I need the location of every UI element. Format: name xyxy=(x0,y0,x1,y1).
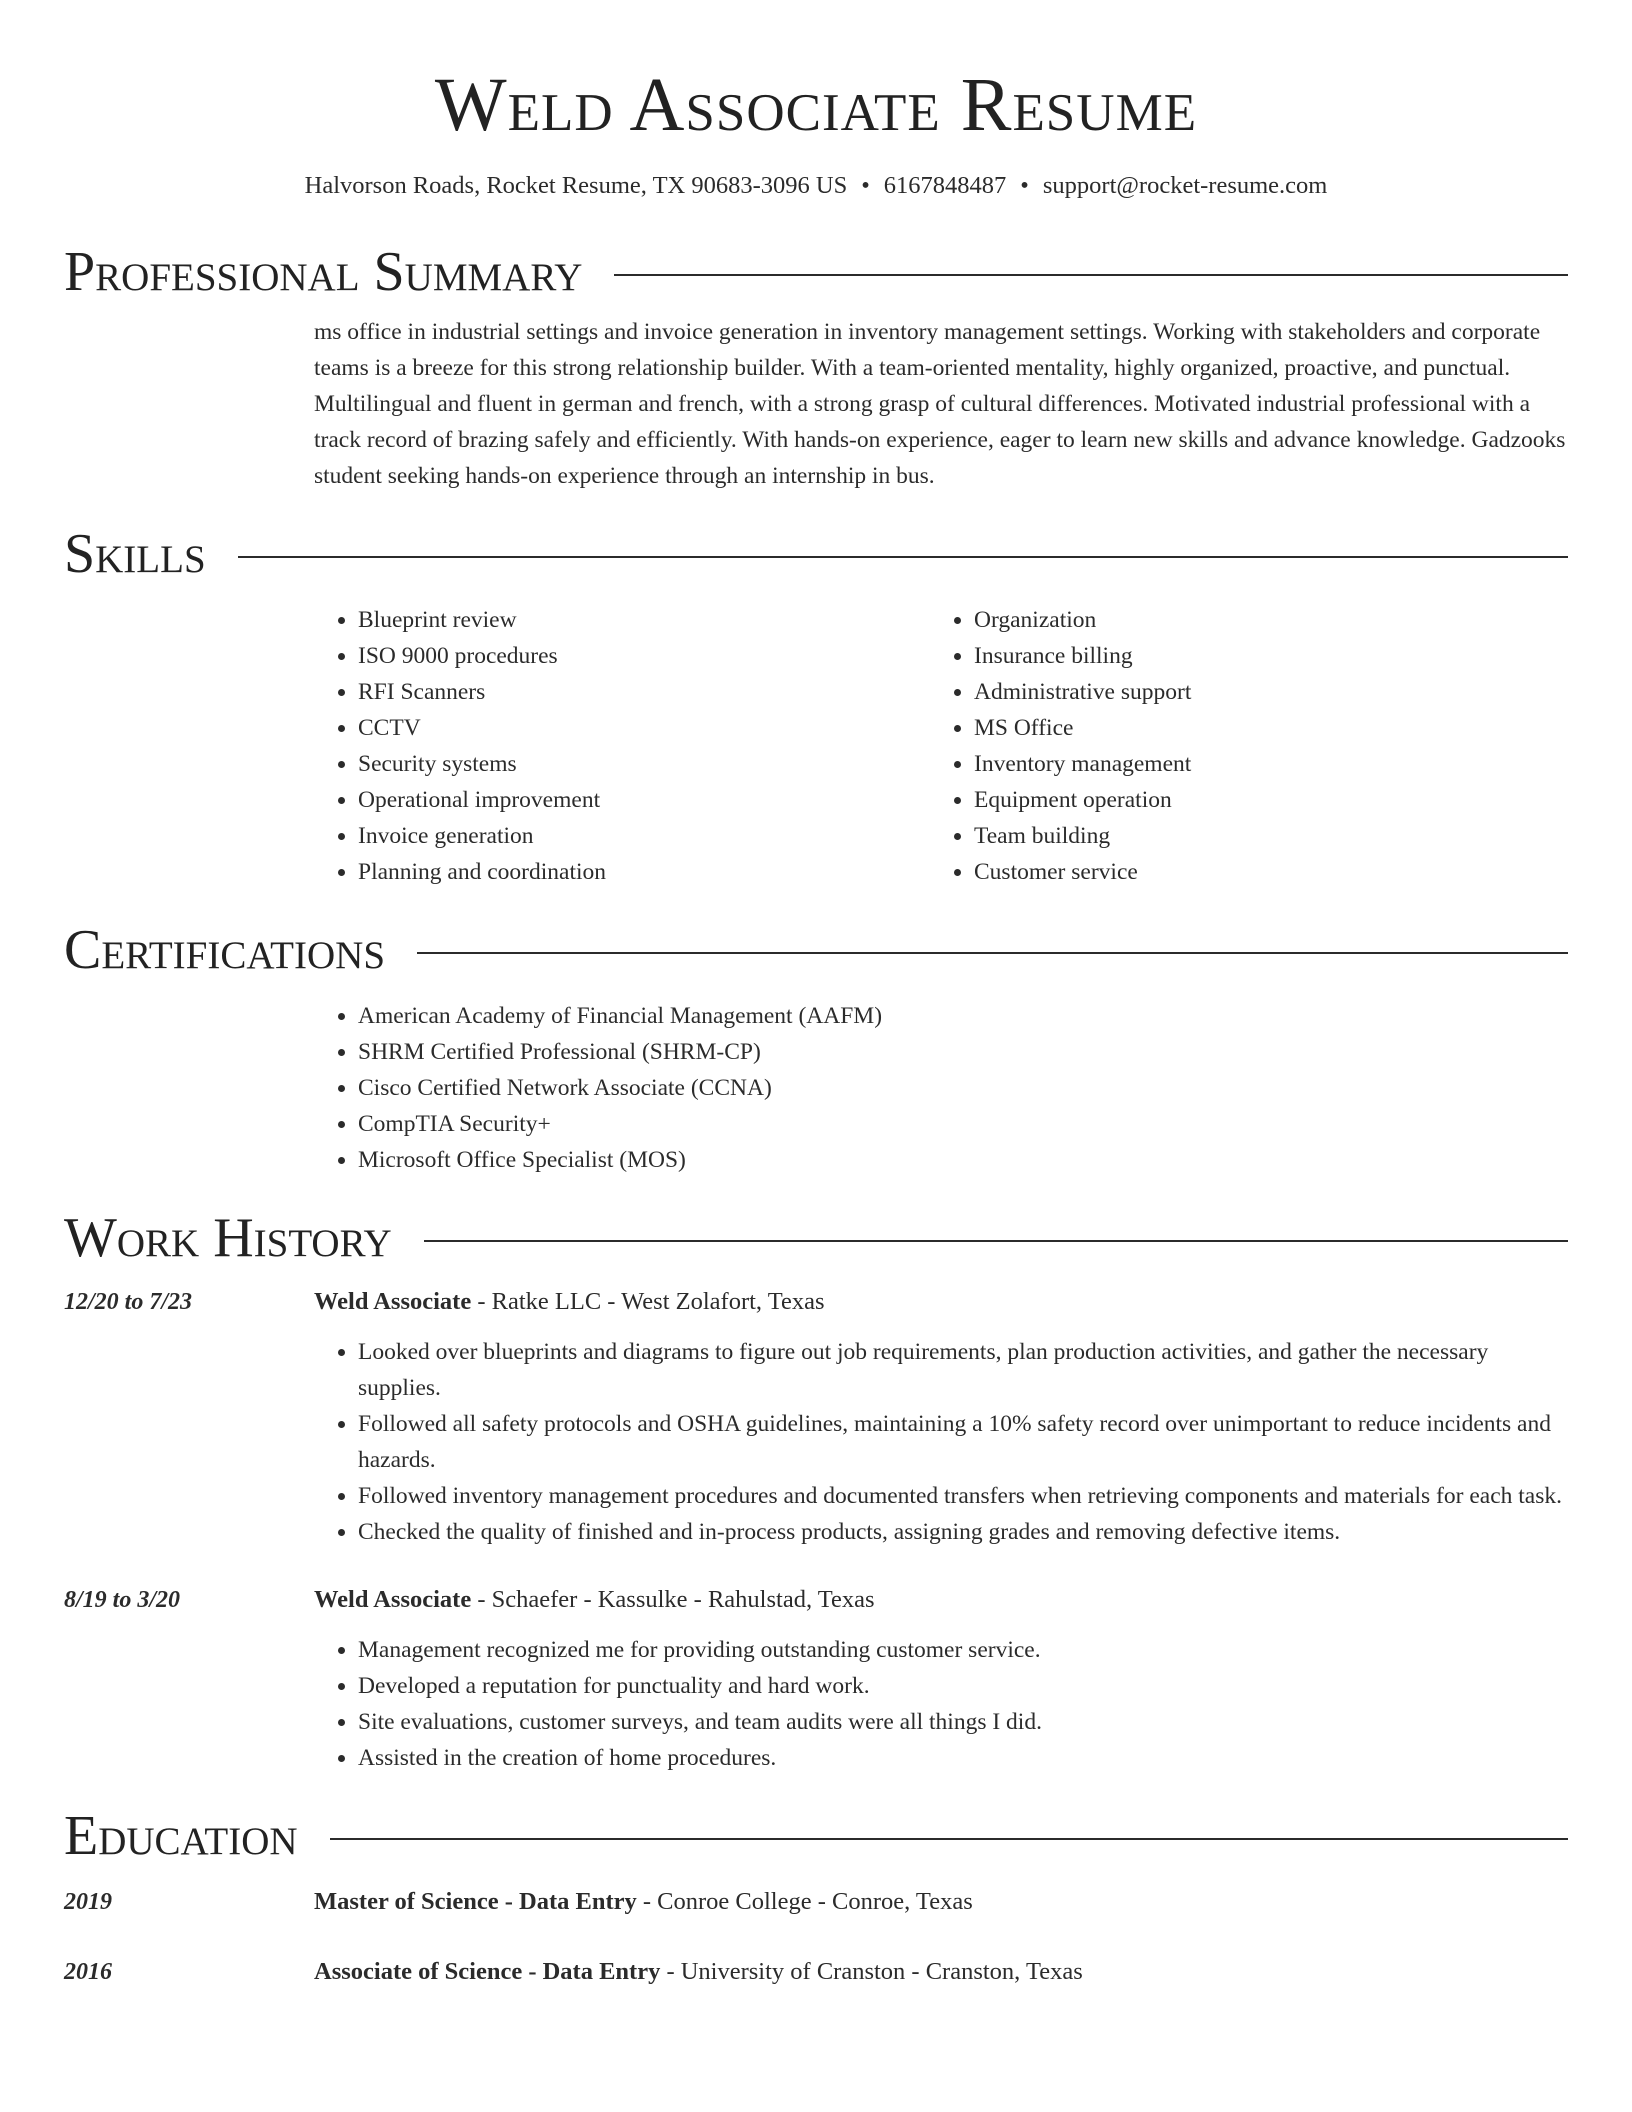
certification-item: • Microsoft Office Specialist (MOS) xyxy=(358,1142,1568,1178)
work-title: Work History xyxy=(64,1207,392,1269)
job-role: Weld Associate xyxy=(314,1288,472,1315)
skill-item: • Customer service xyxy=(974,854,1568,890)
skill-item: • Blueprint review xyxy=(358,602,930,638)
education-year: 2016 xyxy=(64,1959,112,1985)
certification-item: • Cisco Certified Network Associate (CCNA) xyxy=(358,1070,1568,1106)
job-bullet-list xyxy=(314,1334,1568,1550)
certification-item: • American Academy of Financial Management (AAFM) xyxy=(358,998,1568,1034)
skill-item: • MS Office xyxy=(974,710,1568,746)
certifications-list xyxy=(314,998,1568,1178)
job-title-line xyxy=(314,1582,875,1618)
job-bullet: • Developed a reputation for punctuality and hard work. xyxy=(358,1668,1568,1704)
job-header xyxy=(64,1582,1568,1618)
certifications-body xyxy=(314,998,1568,1178)
certification-item: • CompTIA Security+ xyxy=(358,1106,1568,1142)
job-bullet: • Management recognized me for providing outstanding customer service. xyxy=(358,1632,1568,1668)
job-bullet-list xyxy=(314,1632,1568,1776)
contact-phone: 6167848487 xyxy=(883,172,1007,199)
education-degree: Associate of Science - Data Entry xyxy=(314,1958,661,1985)
education-line xyxy=(314,1954,1083,1990)
education-degree: Master of Science - Data Entry xyxy=(314,1888,637,1915)
skill-item: • Security systems xyxy=(358,746,930,782)
skill-item: • Administrative support xyxy=(974,674,1568,710)
skill-item: • RFI Scanners xyxy=(358,674,930,710)
skill-item: • Equipment operation xyxy=(974,782,1568,818)
job-dates: 8/19 to 3/20 xyxy=(64,1587,181,1613)
job-bullet: • Followed inventory management procedures and documented transfers when retrieving components and materials for each task. xyxy=(358,1478,1568,1514)
skills-title: Skills xyxy=(64,523,206,585)
contact-email: support@rocket-resume.com xyxy=(1042,172,1328,199)
skill-item: • CCTV xyxy=(358,710,930,746)
contact-line xyxy=(64,170,1568,202)
education-school: - University of Cranston - Cranston, Texas xyxy=(660,1958,1083,1985)
work-section-header xyxy=(64,1206,1568,1270)
summary-section-header xyxy=(64,240,1568,304)
skills-list-left xyxy=(314,602,930,890)
job-bullet: • Site evaluations, customer surveys, and team audits were all things I did. xyxy=(358,1704,1568,1740)
education-line xyxy=(314,1884,973,1920)
job-bullets xyxy=(314,1632,1568,1776)
section-divider xyxy=(330,1838,1568,1840)
certification-item: • SHRM Certified Professional (SHRM-CP) xyxy=(358,1034,1568,1070)
skill-item: • Insurance billing xyxy=(974,638,1568,674)
job-entry xyxy=(64,1284,1568,1550)
job-bullets xyxy=(314,1334,1568,1550)
resume-name: Weld Associate Resume xyxy=(434,63,1198,147)
job-bullet: • Assisted in the creation of home procedures. xyxy=(358,1740,1568,1776)
education-entry xyxy=(64,1954,1568,1990)
job-role: Weld Associate xyxy=(314,1586,472,1613)
job-employer: - Ratke LLC - West Zolafort, Texas xyxy=(471,1288,825,1315)
job-bullet: • Followed all safety protocols and OSHA guidelines, maintaining a 10% safety record over unimportant to reduce incidents and hazards. xyxy=(358,1406,1568,1478)
skills-section-header xyxy=(64,522,1568,586)
job-entry xyxy=(64,1582,1568,1776)
certifications-title: Certifications xyxy=(64,919,386,981)
summary-body xyxy=(314,314,1568,494)
skill-item: • Organization xyxy=(974,602,1568,638)
summary-text: ms office in industrial settings and invoice generation in inventory management settings. Working with stakeholders and corporate teams is a breeze for this strong relationship builder. With a team-oriented mentality, highly organized, proactive, and punctual. Multilingual and fluent in german and french, with a strong grasp of cultural differences. Motivated industrial professional with a track record of brazing safely and efficiently. With hands-on experience, eager to learn new skills and advance knowledge. Gadzooks student seeking hands-on experience through an internship in bus. xyxy=(314,319,1566,489)
education-title: Education xyxy=(64,1805,298,1867)
contact-separator: • xyxy=(1020,172,1029,199)
section-divider xyxy=(614,274,1568,276)
job-title-line xyxy=(314,1284,825,1320)
skill-item: • ISO 9000 procedures xyxy=(358,638,930,674)
skill-item: • Operational improvement xyxy=(358,782,930,818)
skill-item: • Team building xyxy=(974,818,1568,854)
job-bullet: • Checked the quality of finished and in-process products, assigning grades and removing defective items. xyxy=(358,1514,1568,1550)
section-divider xyxy=(424,1240,1568,1242)
education-section-header xyxy=(64,1804,1568,1868)
education-year: 2019 xyxy=(64,1889,112,1915)
education-entry xyxy=(64,1884,1568,1920)
contact-separator: • xyxy=(861,172,870,199)
skill-item: • Inventory management xyxy=(974,746,1568,782)
job-dates: 12/20 to 7/23 xyxy=(64,1289,193,1315)
section-divider xyxy=(238,556,1568,558)
education-school: - Conroe College - Conroe, Texas xyxy=(636,1888,973,1915)
contact-address: Halvorson Roads, Rocket Resume, TX 90683-3096 US xyxy=(304,172,848,199)
skill-item: • Invoice generation xyxy=(358,818,930,854)
job-employer: - Schaefer - Kassulke - Rahulstad, Texas xyxy=(471,1586,875,1613)
skills-grid xyxy=(314,602,1568,890)
section-divider xyxy=(417,952,1568,954)
summary-title: Professional Summary xyxy=(64,241,583,303)
certifications-section-header xyxy=(64,918,1568,982)
job-bullet: • Looked over blueprints and diagrams to figure out job requirements, plan production activities, and gather the necessary supplies. xyxy=(358,1334,1568,1406)
job-header xyxy=(64,1284,1568,1320)
skill-item: • Planning and coordination xyxy=(358,854,930,890)
skills-list-right xyxy=(930,602,1568,890)
